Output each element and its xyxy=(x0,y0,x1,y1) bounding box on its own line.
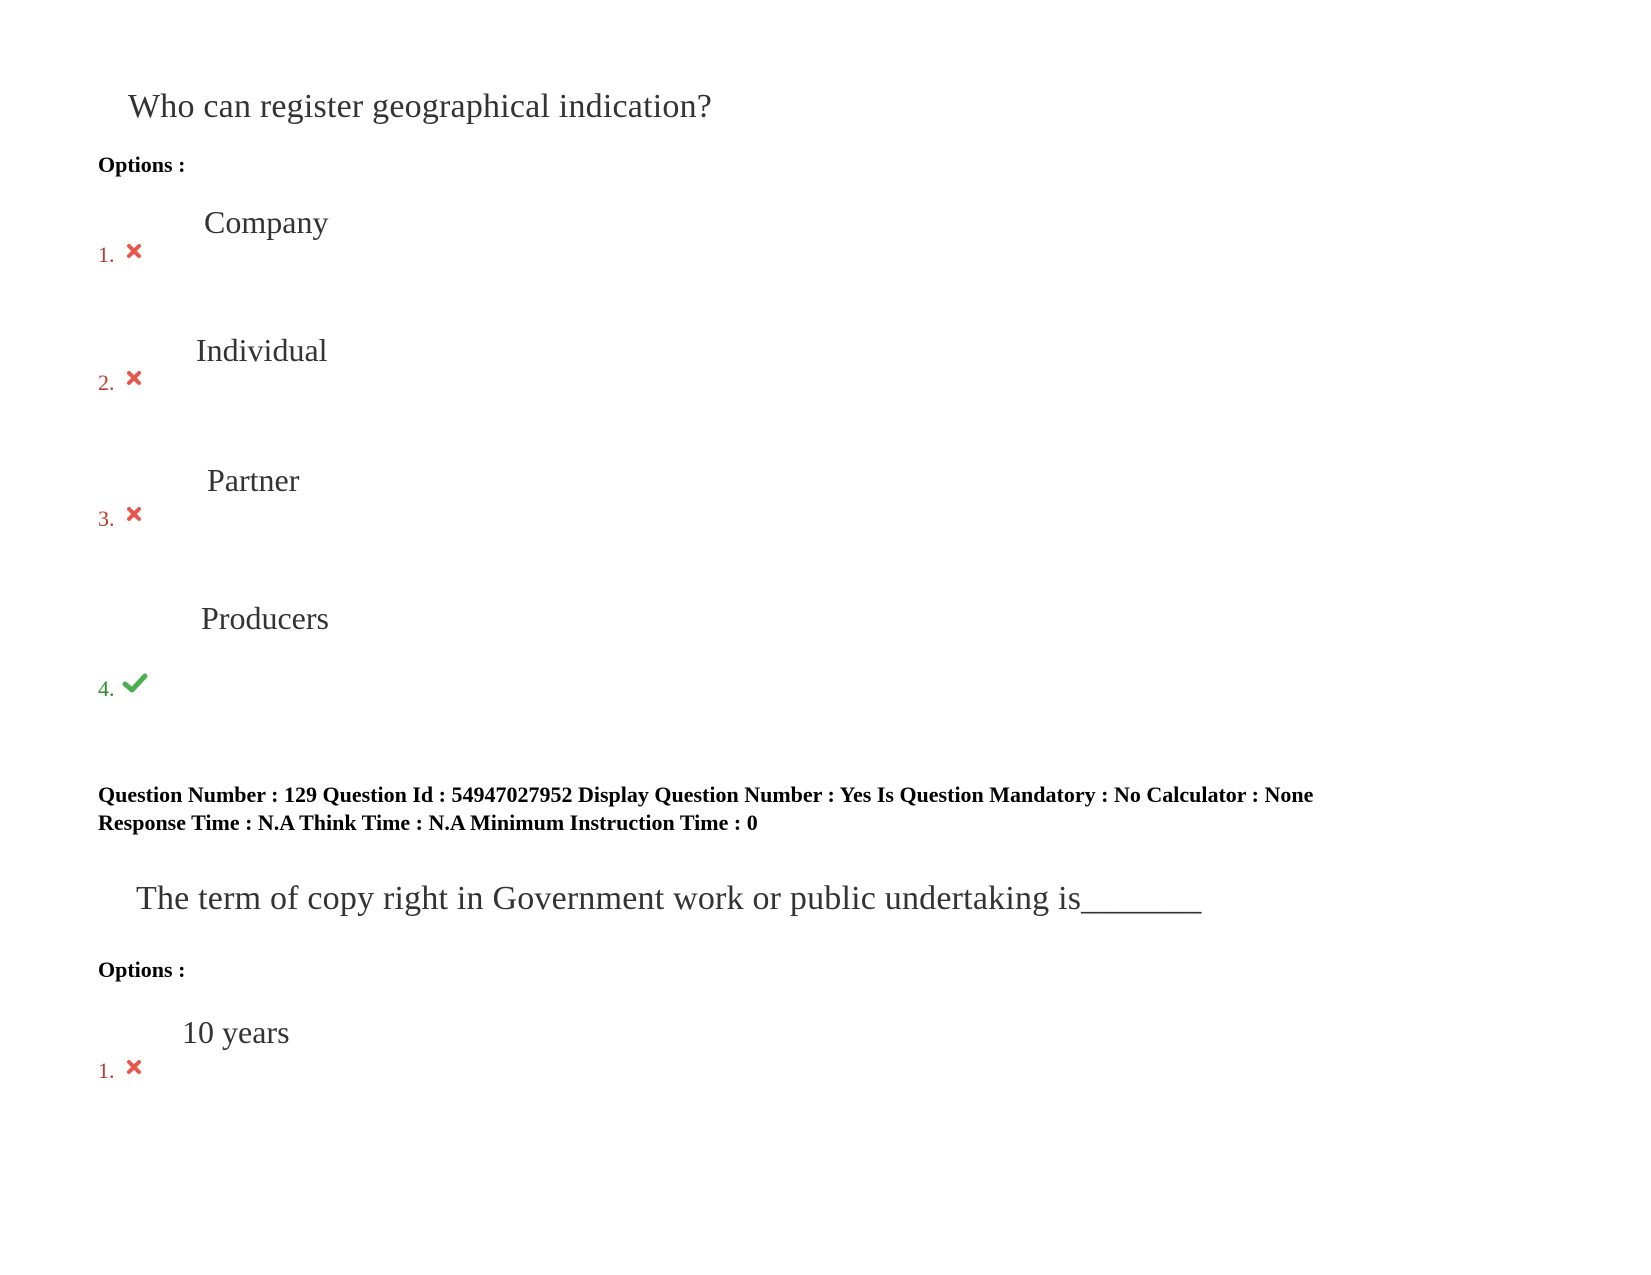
option-text: Company xyxy=(204,204,329,240)
question-meta-line1: Question Number : 129 Question Id : 54947027952 Display Question Number : Yes Is Question Mandatory : No Calculator : None xyxy=(98,782,1314,807)
option-text: Partner xyxy=(207,462,300,498)
option-number: 4. xyxy=(98,676,115,701)
cross-icon xyxy=(126,506,142,522)
question-text: Who can register geographical indication? xyxy=(128,88,713,125)
option-number: 3. xyxy=(98,506,115,531)
question-text: The term of copy right in Government work or public undertaking is_______ xyxy=(136,880,1202,917)
option-number: 2. xyxy=(98,370,115,395)
question-meta-line2: Response Time : N.A Think Time : N.A Minimum Instruction Time : 0 xyxy=(98,810,758,835)
cross-icon xyxy=(126,243,142,259)
cross-icon xyxy=(126,1059,142,1075)
options-heading: Options : xyxy=(98,152,186,177)
option-text: Producers xyxy=(201,600,329,636)
option-number: 1. xyxy=(98,242,115,267)
options-heading: Options : xyxy=(98,957,186,982)
check-icon xyxy=(122,672,148,694)
option-text: Individual xyxy=(196,332,328,368)
option-text: 10 years xyxy=(182,1014,290,1050)
cross-icon xyxy=(126,370,142,386)
option-number: 1. xyxy=(98,1058,115,1083)
